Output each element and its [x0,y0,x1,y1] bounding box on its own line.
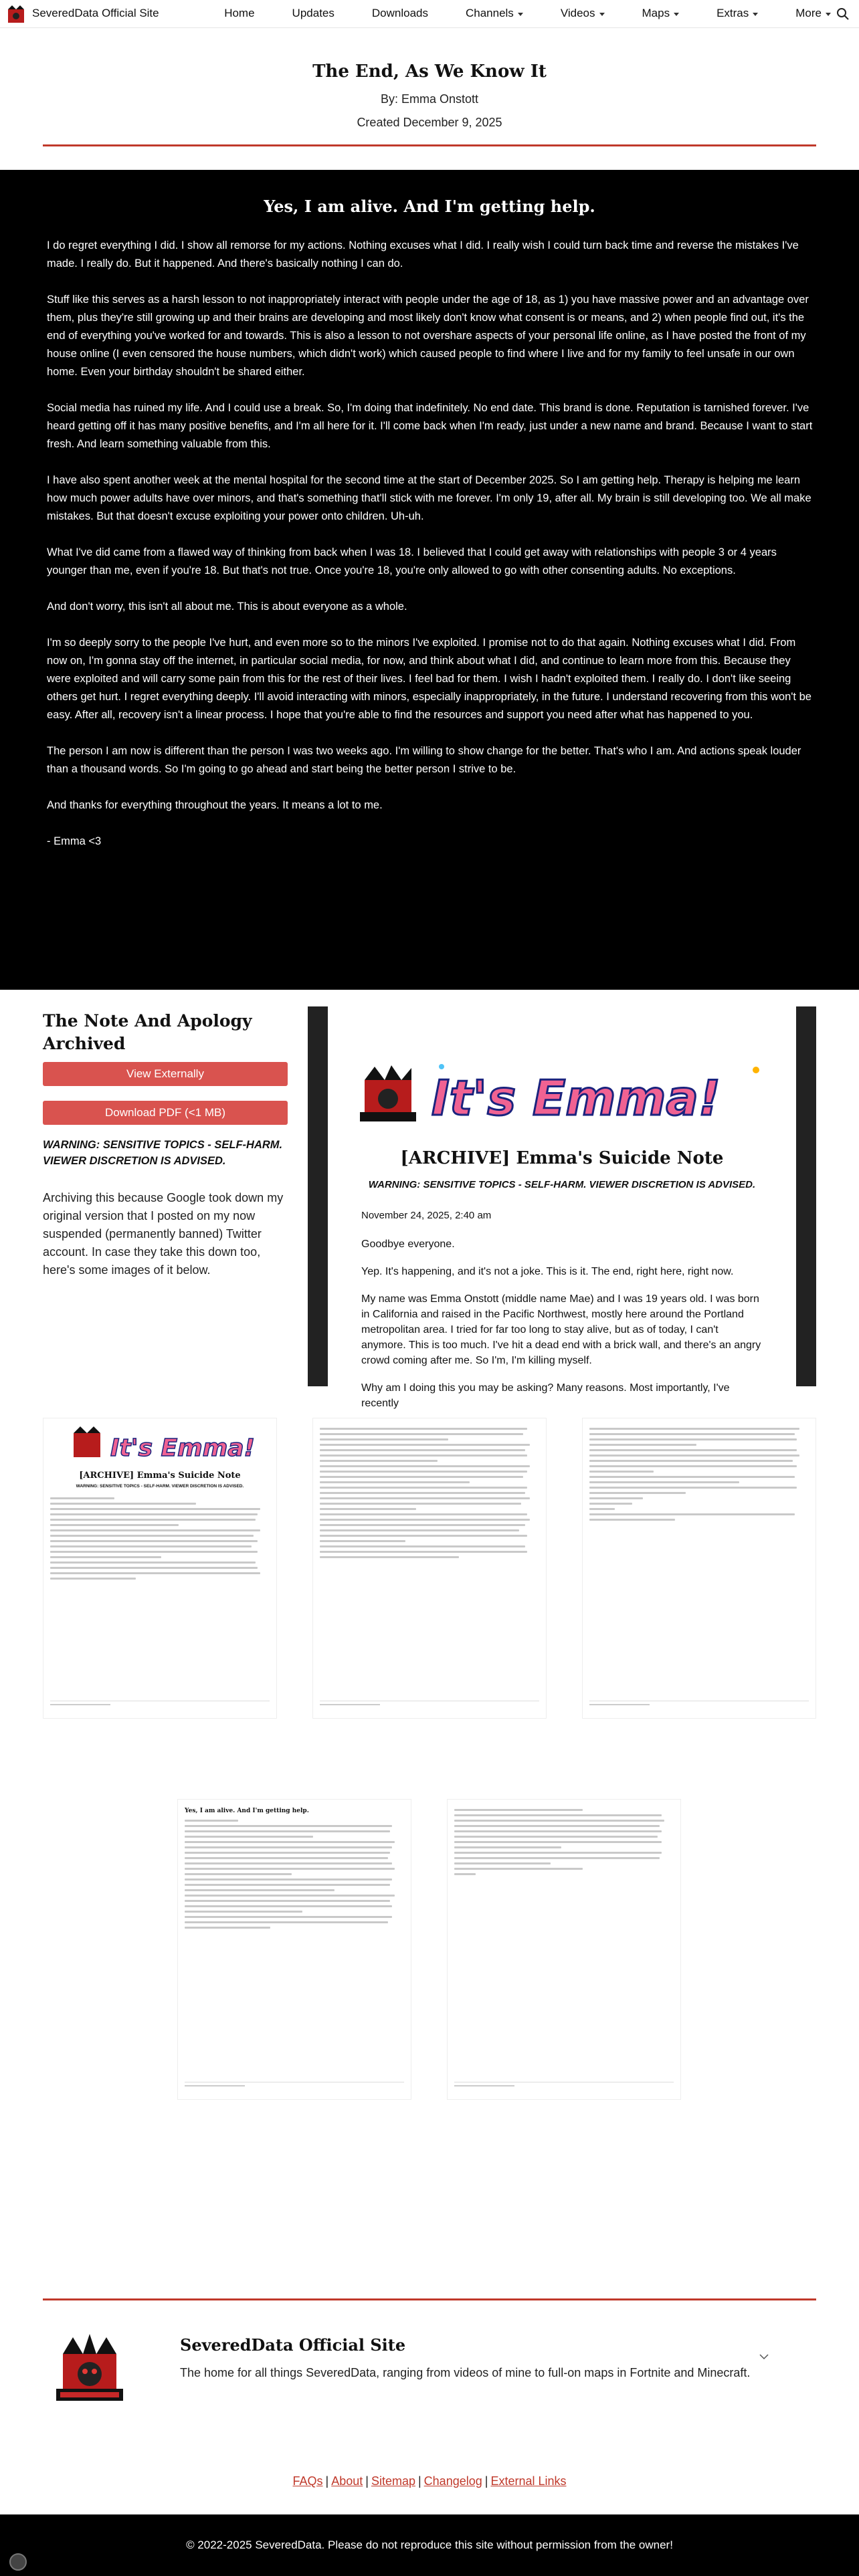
note-paragraph: Why am I doing this you may be asking? Many reasons. Most importantly, I've recently [361,1382,730,1409]
link-separator: | [365,2474,369,2488]
statement-paragraph: What I've did came from a flawed way of thinking from back when I was 18. I believed that I could get away with relationships with people 3 or 4 years younger than me, even if you're 18. But that's not true. Once you're 18, you're only allowed to go with other consenting adults. No exceptions. [47,546,777,576]
note-page-image-3[interactable] [582,1418,816,1719]
thumb-text-lines [50,1497,264,1583]
nav-extras-label: Extras [717,7,749,19]
link-separator: | [417,2474,421,2488]
thumb-banner-text: It's Emma! [110,1434,255,1462]
nav-channels-label: Channels [465,7,514,19]
severeddata-logo-icon [50,2327,130,2407]
chevron-down-icon [518,13,523,16]
nav-more[interactable] [777,7,831,20]
archive-description: Archiving this because Google took down my original version that I posted on my now suspended (permanently banned) Twitter account. In case they take this down too, here's some images of it below. [43,1191,284,1277]
about-link[interactable]: About [331,2474,363,2488]
created-date: Created December 9, 2025 [357,116,502,129]
statement-paragraph: The person I am now is different than the person I was two weeks ago. I'm willing to show change for the better. That's who I am. And actions speak louder than a thousand words. So I'm going to go ahead and start being the better person I strive to be. [47,745,801,775]
settings-bubble-icon[interactable] [9,2553,27,2571]
thumb-footer [185,2082,404,2091]
note-paragraph: My name was Emma Onstott (middle name Mae) and I was 19 years old. I was born in California and raised in the Pacific Northwest, mostly here around the Portland metropolitan area. I tried for far too long to stay alive, but as of today, I can't anymore. This is too much. I've hit a dead end with a brick wall, and there's an angry crowd coming after me. So I'm, I'm killing myself. [361,1293,761,1366]
nav-updates-label: Updates [292,7,335,19]
note-title: [ARCHIVE] Emma's Suicide Note [400,1148,724,1168]
footer-links [0,2474,859,2488]
nav-home[interactable] [205,7,254,20]
thumb-footer [589,1701,809,1710]
archive-info [43,1010,289,1279]
divider [43,144,816,146]
thumb-footer [320,1701,539,1710]
statement-section [0,170,859,990]
changelog-link[interactable]: Changelog [423,2474,482,2488]
note-date: November 24, 2025, 2:40 am [361,1210,492,1221]
thumb-text-lines [454,1809,668,1879]
statement-heading: Yes, I am alive. And I'm getting help. [264,197,595,216]
thumb-title: [ARCHIVE] Emma's Suicide Note [79,1471,241,1481]
copyright-text: © 2022-2025 SeveredData. Please do not reproduce this site without permission from the owner! [186,2539,673,2551]
page-title: The End, As We Know It [312,62,547,82]
note-text [361,1237,763,1423]
thumb-footer [454,2082,674,2091]
thumb-warning: WARNING: SENSITIVE TOPICS - SELF-HARM. VIEWER DISCRETION IS ADVISED. [76,1484,244,1489]
banner-text: It's Emma! [432,1070,721,1126]
nav-videos[interactable] [542,7,605,20]
faqs-link[interactable]: FAQs [292,2474,323,2488]
nav-channels[interactable] [447,7,523,20]
top-nav [0,0,859,28]
statement-paragraph: Stuff like this serves as a harsh lesson to not inappropriately interact with people under the age of 18, as 1) you have massive power and an advantage over them, plus they're still growing up and their brains are developing and most likely don't know what consent is or means, and 2) when people find out, it's the end of everything you've worked for and towards. This is also a lesson to not overshare aspects of your personal life online, as I have posted the front of my house online (I even censored the house numbers, which didn't work) which caused people to find where I live and for my family to feel unsafe in our own home. Even your birthday shouldn't be shared either. [47,294,809,378]
main-menu [187,7,831,20]
archive-heading: The Note And Apology Archived [43,1011,252,1053]
statement-page-image-1[interactable] [177,1799,411,2100]
archive-section [0,990,859,2327]
footer-brand [43,2314,816,2414]
thumb-title: Yes, I am alive. And I'm getting help. [185,1808,309,1814]
archive-warning: WARNING: SENSITIVE TOPICS - SELF-HARM. VIEWER DISCRETION IS ADVISED. [43,1139,283,1167]
thumb-text-lines [320,1428,534,1562]
download-pdf-button[interactable]: Download PDF (<1 MB) [43,1101,288,1125]
footer-tagline: The home for all things SeveredData, ranging from videos of mine to full-on maps in Fortnite and Minecraft. [180,2366,751,2379]
note-page-image-1[interactable] [43,1418,277,1719]
nav-videos-label: Videos [560,7,595,19]
chevron-down-icon [674,13,679,16]
statement-paragraph: And thanks for everything throughout the years. It means a lot to me. [47,799,383,811]
pdf-viewer[interactable] [308,1006,816,1409]
nav-extras[interactable] [698,7,758,20]
note-warning: WARNING: SENSITIVE TOPICS - SELF-HARM. VIEWER DISCRETION IS ADVISED. [368,1179,756,1190]
footer-divider [43,2298,816,2300]
statement-paragraph: I'm so deeply sorry to the people I've hurt, and even more so to the minors I've exploited. I promise not to do that again. Nothing excuses what I did. From now on, I'm gonna stay off the internet, in particular social media, for now, and think about what I did, and continue to learn more from this. Because they were exploited and will carry some pain from this for the rest of their lives. I feel bad for them. I wish I hadn't exploited them. I really do. I don't like seeing others get hurt. I regret everything deeply. I'll avoid interacting with minors, especially inappropriately, in the future. I understand recovering from this won't be easy. After all, recovery isn't a linear process. I hope that you're able to find the resources and support you need after what has happened to you. [47,637,812,721]
sitemap-link[interactable]: Sitemap [371,2474,415,2488]
statement-paragraph: I have also spent another week at the mental hospital for the second time at the start of December 2025. So I am getting help. Therapy is helping me learn how much power adults have over minors, and that's something that'll stick with me forever. I'm only 19, after all. My brain is still developing too. We all make mistakes. But that doesn't excuse exploiting your power onto children. Uh-uh. [47,474,812,522]
nav-more-label: More [795,7,822,19]
site-logo-icon[interactable] [7,4,25,24]
copyright-bar [0,2514,859,2576]
chevron-down-icon [753,13,758,16]
external-links-link[interactable]: External Links [490,2474,567,2488]
footer-site-name: SeveredData Official Site [180,2335,406,2355]
thumb-text-lines [589,1428,803,1524]
note-paragraph: Goodbye everyone. [361,1239,455,1250]
nav-maps-label: Maps [642,7,670,19]
link-separator: | [325,2474,329,2488]
link-separator: | [484,2474,488,2488]
statement-paragraph: Social media has ruined my life. And I could use a break. So, I'm doing that indefinitely. No end date. This brand is done. Reputation is tarnished forever. I've heard getting off it has many positive benefits, and I'm all here for it. I'll come back when I'm ready, just under a new name and brand. Because I want to start fresh. And learn something valuable from this. [47,402,813,450]
nav-downloads-label: Downloads [371,7,428,19]
statement-page-image-2[interactable] [447,1799,681,2100]
nav-maps[interactable] [624,7,680,20]
statement-paragraph: And don't worry, this isn't all about me. This is about everyone as a whole. [47,601,407,613]
thumb-footer [50,1701,270,1710]
chevron-down-icon [599,13,605,16]
nav-downloads[interactable] [353,7,428,20]
chevron-down-icon[interactable] [759,2351,769,2362]
pdf-page [328,1006,796,1408]
emma-banner-image [355,1053,769,1134]
statement-body [47,237,816,869]
chevron-down-icon [826,13,831,16]
note-page-image-2[interactable] [312,1418,547,1719]
nav-updates[interactable] [274,7,335,20]
author: By: Emma Onstott [380,92,479,106]
search-icon[interactable] [836,7,850,21]
note-paragraph: Yep. It's happening, and it's not a joke. This is it. The end, right here, right now. [361,1266,734,1277]
emma-banner-image [70,1425,255,1465]
nav-home-label: Home [224,7,255,19]
statement-paragraph: I do regret everything I did. I show all remorse for my actions. Nothing excuses what I did. I really wish I could turn back time and reverse the mistakes I've made. I really do. But it happened. And there's basically nothing I can do. [47,239,799,270]
signature: - Emma <3 [47,835,102,847]
page-header [0,28,859,170]
thumb-text-lines [185,1820,399,1932]
view-externally-button[interactable]: View Externally [43,1062,288,1086]
site-title[interactable]: SeveredData Official Site [32,7,159,19]
